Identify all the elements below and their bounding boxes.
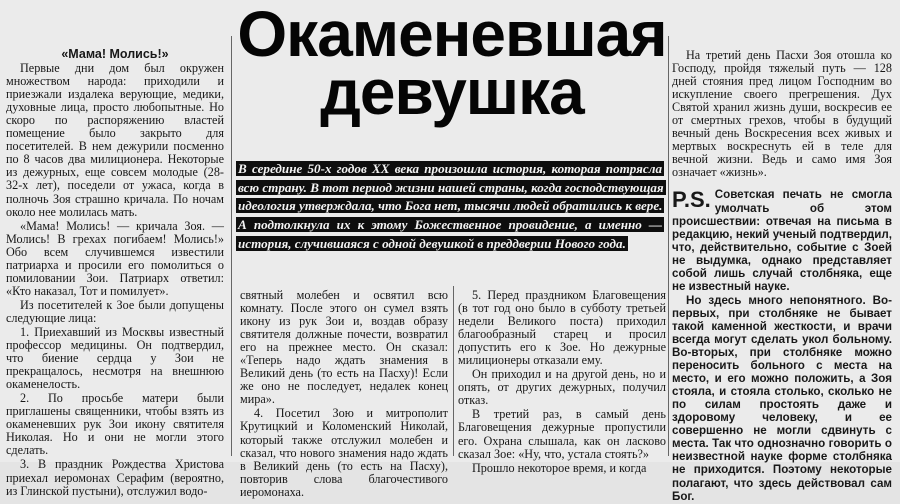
paragraph: 1. Приехавший из Москвы известный профессор медицины. Он подтвердил, что биение сердца у Зои не прекращалось, несмотря на внешнюю окаменелость. — [6, 324, 224, 392]
paragraph: 4. Посетил Зою и митрополит Крутицкий и Коломенский Николай, который также отслужил молебен и сказал, что нового знамения надо ждать в Великий день (то есть на Пасху), повторив слова благочестивого иеромонаха. — [240, 406, 448, 499]
column-divider — [231, 36, 232, 456]
paragraph: 3. В праздник Рождества Христова приехал иеромонах Серафим (вероятно, из Глинской пустыни), отслужил водо- — [6, 457, 224, 498]
column-1 — [6, 48, 224, 499]
column-divider — [453, 286, 454, 456]
paragraph: Из посетителей к Зое были допущены следующие лица: — [6, 297, 224, 325]
ps-paragraph: Но здесь много непонятного. Во-первых, при столбняке не бывает такой каменной жесткости, и врачи всегда могут сделать укол больному. Во-вторых, при столбняке можно переносить больного с места на место, и его можно положить, а Зоя стояла, и стояла столько, сколько не по силам простоять даже и здоровому человеку, и ее совершенно не могли сдвинуть с места. Так что однозначно говорить о неизвестной науке форме столбняка не приходится. Поэтому некоторые полагают, что здесь действовал сам Бог. — [672, 293, 892, 503]
paragraph: Он приходил и на другой день, но и опять, от других дежурных, получил отказ. — [458, 367, 666, 408]
ps-label: P.S. — [672, 187, 711, 213]
title-line-2: девушка — [320, 55, 584, 128]
ps-paragraph: Советская печать не смогла умолчать об этом происшествии: отвечая на письма в редакцию, некий ученый подтвердил, что, действительно, событие с Зоей не выдумка, однако представляет собой лишь случай столбняка, еще не известный науке. — [672, 188, 892, 293]
column-divider — [668, 36, 669, 456]
paragraph: 2. По просьбе матери были приглашены священники, чтобы взять из окаменевших рук Зои икону святителя Николая. Но и они не могли этого сделать. — [6, 391, 224, 458]
lede-text: В середине 50-х годов XX века произошла история, которая потрясла всю страну. В тот период жизни нашей страны, когда господствующая идеология утверждала, что Бога нет, тысячи людей обратились к вере. А подтолкнула их к этому Божественное провидение, а именно — история, случившаяся с одной девушкой в преддверии Нового года. — [238, 161, 664, 251]
paragraph: «Мама! Молись! — кричала Зоя. — Молись! В грехах погибаем! Молись!» Обо всем случившемся известили патриарха и просили его помолиться о помиловании Зои. Патриарх ответил: «Кто наказал, Тот и помилует». — [6, 218, 224, 298]
paragraph: святный молебен и освятил всю комнату. После этого он сумел взять икону из рук Зои и, воздав образу святителя должные почести, возвратил его на прежнее место. Он сказал: «Теперь надо ждать знамения в Великий день (то есть на Пасху)! Если же оно не последует, недалек конец мира». — [240, 288, 448, 407]
column-2 — [240, 289, 448, 500]
column-3 — [458, 289, 666, 476]
section-heading: «Мама! Молись!» — [61, 47, 169, 61]
paragraph: В третий раз, в самый день Благовещения дежурные пропустили его. Охрана слышала, как он ласково сказал Зое: «Ну, что, устала стоять?» — [458, 407, 666, 461]
title-line-1: Окаменевшая — [237, 0, 667, 70]
paragraph: 5. Перед праздником Благовещения (в тот год оно было в субботу третьей недели Великого поста) приходил благообразный старец и просил допустить его к Зое. Но дежурные милиционеры отказали ему. — [458, 288, 666, 368]
column-4 — [672, 49, 892, 504]
paragraph: Прошло некоторое время, и когда — [472, 460, 647, 475]
paragraph: Первые дни дом был окружен множеством народа: приходили и приезжали издалека верующие, медики, духовные лица, просто любопытные. Но скоро по распоряжению властей помещение было закрыто для посетителей. В нем дежурили посменно по 8 часов два милиционера. Некоторые из дежурных, еще совсем молодые (28-32-х лет), поседели от ужаса, когда в полночь Зоя страшно кричала. По ночам около нее молилась мать. — [6, 61, 224, 219]
article-title — [236, 0, 668, 128]
postscript — [672, 188, 892, 502]
article-lede — [236, 160, 664, 254]
paragraph: На третий день Пасхи Зоя отошла ко Господу, пройдя тяжелый путь — 128 дней стояния пред лицом Господним во искупление своего прегрешения. Дух Святой хранил жизнь души, воскресив ее от смертных грехов, чтобы в будущий вечный день Воскресения всех живых и мертвых воскреснуть ей в теле для вечной жизни. Ведь и само имя Зоя означает «жизнь». — [672, 48, 892, 180]
